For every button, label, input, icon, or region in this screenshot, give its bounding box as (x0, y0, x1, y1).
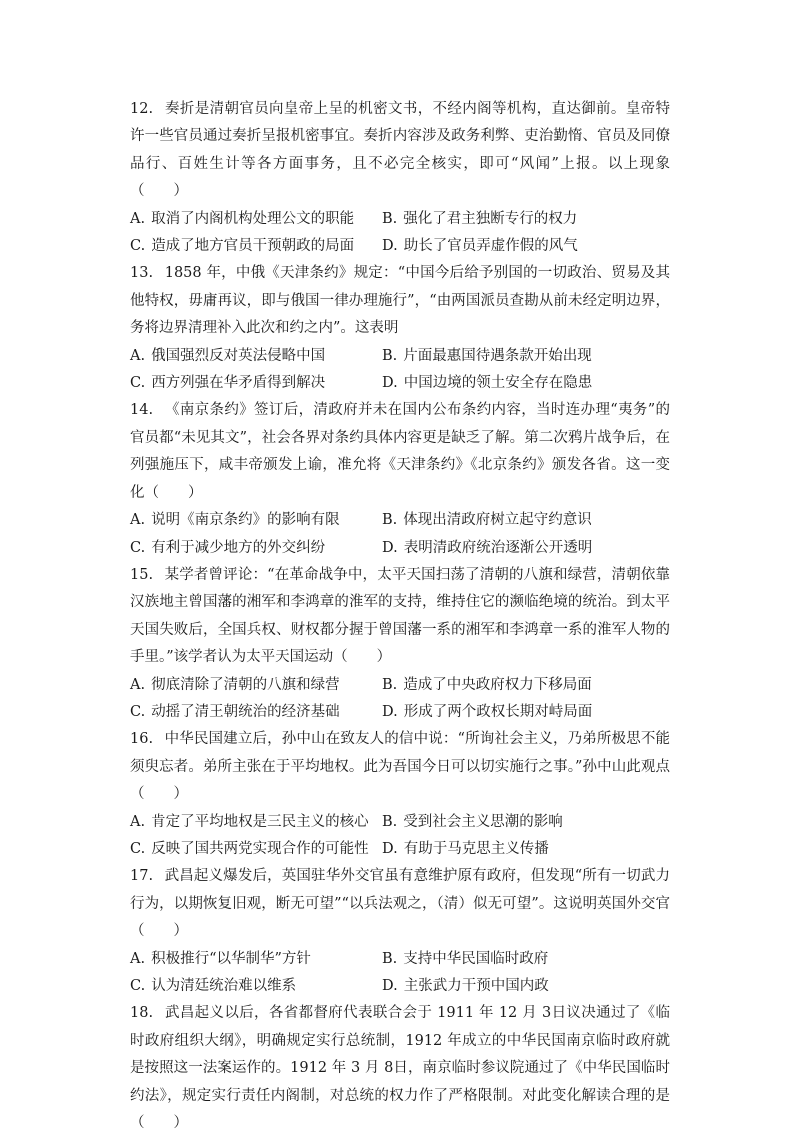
option-d[interactable]: D. 形成了两个政权长期对峙局面 (382, 703, 593, 720)
question-14 (130, 397, 670, 561)
option-c[interactable]: C. 西方列强在华矛盾得到解决 (130, 375, 326, 392)
option-b[interactable]: B. 片面最惠国待遇条款开始出现 (382, 347, 592, 364)
option-d[interactable]: D. 中国边境的领土安全存在隐患 (382, 375, 593, 392)
option-a[interactable]: A. 说明《南京条约》的影响有限 (130, 512, 340, 529)
question-stem (130, 562, 670, 672)
question-stem (130, 397, 670, 507)
option-a[interactable]: A. 肯定了平均地权是三民主义的核心 (130, 813, 369, 830)
question-12 (130, 96, 670, 260)
option-b[interactable]: B. 造成了中央政府权力下移局面 (382, 676, 592, 693)
question-number: 17. (130, 868, 154, 885)
option-b[interactable]: B. 体现出清政府树立起守约意识 (382, 512, 592, 529)
question-number: 15. (130, 566, 154, 583)
question-stem (130, 260, 670, 342)
option-b[interactable]: B. 受到社会主义思潮的影响 (382, 813, 563, 830)
question-stem (130, 96, 670, 206)
question-text: 武昌起义以后，各省都督府代表联合会于 1911 年 12 月 3日议决通过了《临时政府组织大纲》，明确规定实行总统制，1912 年成立的中华民国南京临时政府就是按照这一法案运作的。1912 年 3 月 8日，南京临时参议院通过了《中华民国临时约法》，规定实行责任内阁制，对总统的权力作了严格限制。对此变化解读合理的是（ ） (130, 1005, 671, 1132)
question-17 (130, 863, 670, 1000)
options-list (130, 343, 670, 398)
question-number: 13. (130, 265, 154, 282)
question-18 (130, 1000, 670, 1137)
options-list (130, 946, 670, 1001)
option-a[interactable]: A. 积极推行“以华制华”方针 (130, 950, 311, 967)
question-text: 奏折是清朝官员向皇帝上呈的机密文书，不经内阁等机构，直达御前。皇帝特许一些官员通过奏折呈报机密事宜。奏折内容涉及政务利弊、吏治勤惰、官员及同僚品行、百姓生计等各方面事务，且不必完全核实，即可“风闻”上报。以上现象（ ） (130, 101, 671, 200)
options-list (130, 672, 670, 727)
option-c[interactable]: C. 造成了地方官员干预朝政的局面 (130, 238, 355, 255)
option-d[interactable]: D. 主张武力干预中国内政 (382, 978, 549, 994)
option-b[interactable]: B. 支持中华民国临时政府 (382, 950, 549, 967)
option-a[interactable]: A. 彻底清除了清朝的八旗和绿营 (130, 676, 340, 693)
exam-page (130, 96, 670, 1137)
option-d[interactable]: D. 表明清政府统治逐渐公开透明 (382, 539, 593, 556)
question-number: 12. (130, 101, 154, 117)
options-list (130, 206, 670, 261)
option-d[interactable]: D. 有助于马克思主义传播 (382, 840, 549, 857)
question-text: 某学者曾评论：“在革命战争中，太平天国扫荡了清朝的八旗和绿营，清朝依靠汉族地主曾国藩的湘军和李鸿章的淮军的支持，维持住它的濒临绝境的统治。到太平天国失败后，全国兵权、财权都分握于曾国藩一系的湘军和李鸿章一系的淮军人物的手里。”该学者认为太平天国运动（ ） (130, 566, 670, 666)
question-number: 14. (130, 402, 154, 419)
option-a[interactable]: A. 取消了内阁机构处理公文的职能 (130, 210, 355, 227)
question-stem (130, 726, 670, 808)
option-c[interactable]: C. 动摇了清王朝统治的经济基础 (130, 703, 340, 720)
question-text: 《南京条约》签订后，清政府并未在国内公布条约内容，当时连办理“夷务”的官员都“未见其文”，社会各界对条约具体内容更是缺乏了解。第二次鸦片战争后，在列强施压下，咸丰帝颁发上谕，准允将《天津条约》《北京条约》颁发各省。这一变化（ ） (130, 402, 671, 501)
option-c[interactable]: C. 认为清廷统治难以维系 (130, 978, 297, 994)
question-text: 1858 年，中俄《天津条约》规定：“中国今后给予别国的一切政治、贸易及其他特权，毋庸再议，即与俄国一律办理施行”，“由两国派员查勘从前未经定明边界，务将边界清理补入此次和约之内”。这表明 (130, 265, 671, 337)
question-stem (130, 1000, 670, 1137)
question-16 (130, 726, 670, 863)
question-text: 武昌起义爆发后，英国驻华外交官虽有意维护原有政府，但发现“所有一切武力行为，以期恢复旧观，断无可望”“以兵法观之，（清）似无可望”。这说明英国外交官（ ） (130, 868, 670, 940)
option-c[interactable]: C. 反映了国共两党实现合作的可能性 (130, 840, 369, 857)
option-a[interactable]: A. 俄国强烈反对英法侵略中国 (130, 347, 326, 364)
question-stem (130, 863, 670, 945)
options-list (130, 507, 670, 562)
question-text: 中华民国建立后，孙中山在致友人的信中说：“所询社会主义，乃弟所极思不能须臾忘者。弟所主张在于平均地权。此为吾国今日可以切实施行之事。”孙中山此观点（ ） (130, 731, 670, 803)
question-13 (130, 260, 670, 397)
option-b[interactable]: B. 强化了君主独断专行的权力 (382, 210, 578, 227)
option-d[interactable]: D. 助长了官员弄虚作假的风气 (382, 238, 578, 255)
question-15 (130, 562, 670, 726)
question-number: 18. (130, 1005, 154, 1022)
options-list (130, 809, 670, 864)
question-number: 16. (130, 731, 154, 748)
option-c[interactable]: C. 有利于减少地方的外交纠纷 (130, 539, 326, 556)
